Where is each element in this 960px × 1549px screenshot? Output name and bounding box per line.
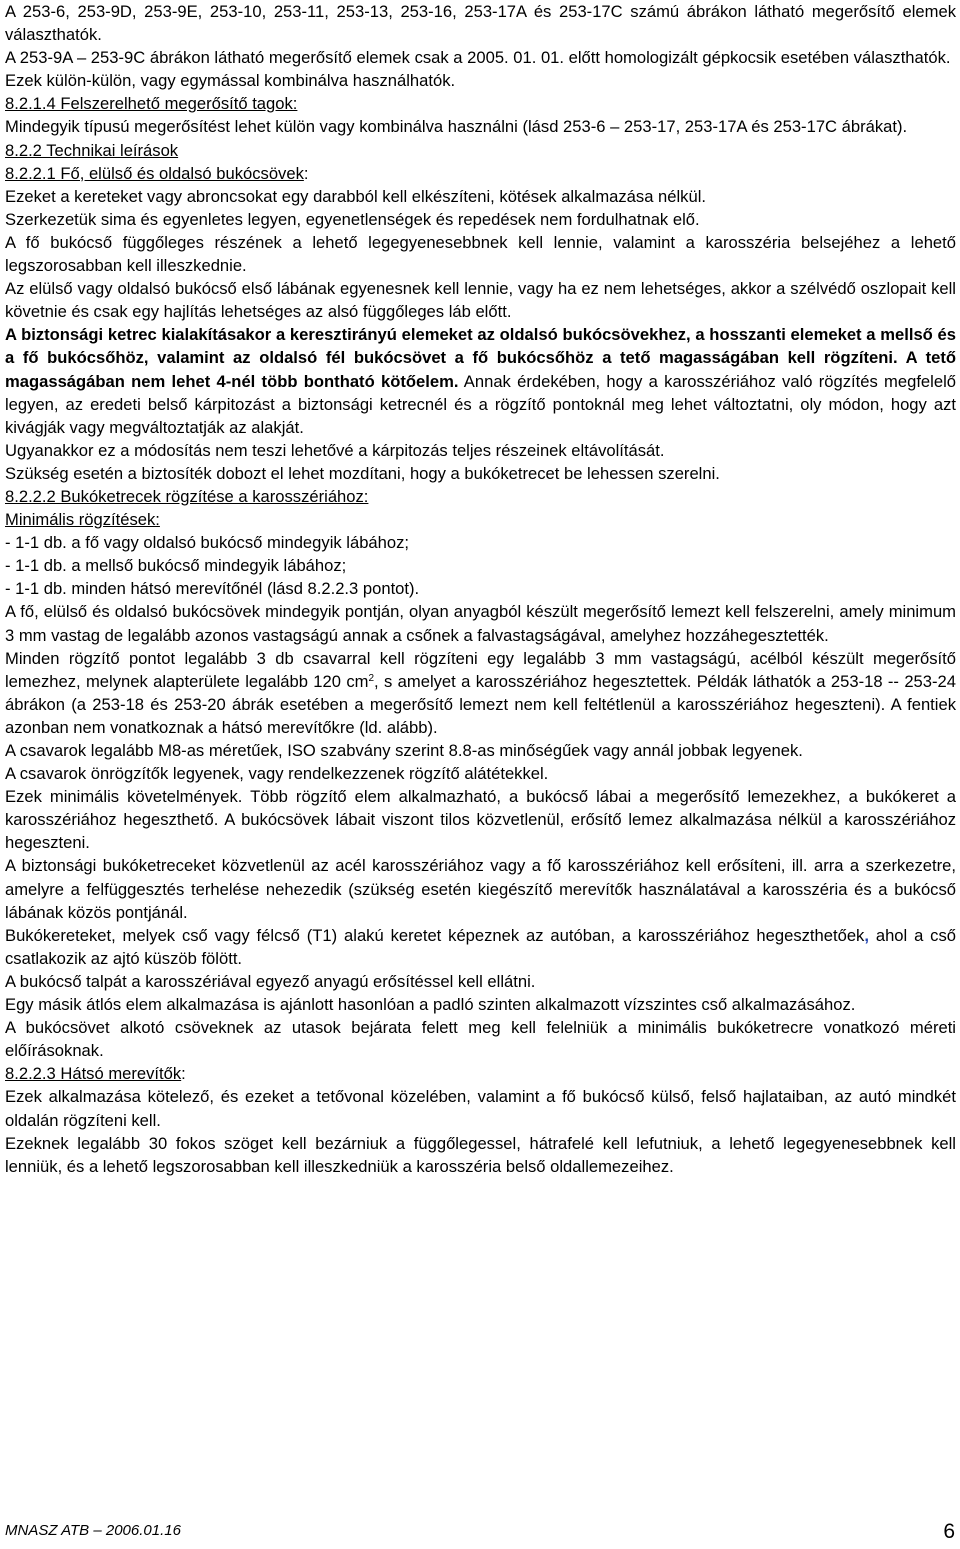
paragraph: A 253-9A – 253-9C ábrákon látható megerősítő elemek csak a 2005. 01. 01. előtt homologizált gépkocsik esetében választhatók. xyxy=(5,48,951,68)
section-heading xyxy=(5,485,956,508)
paragraph: A csavarok legalább M8-as méretűek, ISO szabvány szerint 8.8-as minőségűek vagy annál jobbak legyenek. xyxy=(5,741,803,760)
bold-text: A biztonsági ketrec kialakításakor a keresztirányú elemeket az oldalsó bukócsövekhez, a hosszanti elemeket a mellső és a fő bukócsőhöz, valamint az oldalsó fél bukócsövet a fő bukócsőhöz a tető magasságában kell rögzíteni. A tető magasságában nem lehet 4-nél több bontható kötőelem. xyxy=(5,325,956,391)
paragraph xyxy=(5,323,956,438)
paragraph: A fő bukócső függőleges részének a lehető legegyenesebbnek kell lennie, valamint a karosszéria belsejéhez a lehető legszorosabban kell illeszkednie. xyxy=(5,232,956,276)
paragraph: Ezeket a kereteket vagy abroncsokat egy darabból kell elkészíteni, kötések alkalmazása nélkül. xyxy=(5,186,707,206)
paragraph: Ezek alkalmazása kötelező, és ezeket a tetővonal közelében, valamint a fő bukócső külső, felső hajlataiban, az autó mindkét oldalán rögzíteni kell. xyxy=(5,1087,956,1130)
paragraph: Szerkezetük sima és egyenletes legyen, egyenetlenségek és repedések nem fordulhatnak elő. xyxy=(5,209,700,229)
paragraph: A bukócsövet alkotó csöveknek az utasok bejárata felett meg kell felelniük a minimális bukóketrecre vonatkozó méreti előírásoknak. xyxy=(5,1018,956,1061)
paragraph: A csavarok önrögzítők legyenek, vagy rendelkezzenek rögzítő alátétekkel. xyxy=(5,764,549,784)
paragraph: Mindegyik típusú megerősítést lehet külön vagy kombinálva használni (lásd 253-6 – 253-17, 253-17A és 253-17C ábrákat). xyxy=(5,117,908,137)
paragraph-text: ahol a cső csatlakozik az ajtó küszöb fölött. xyxy=(5,925,956,968)
section-heading xyxy=(5,139,956,162)
page-number: 6 xyxy=(943,1520,955,1543)
section-heading-text: 8.2.2.1 Fő, elülső és oldalsó bukócsövek xyxy=(5,163,304,183)
document-body xyxy=(5,0,956,1178)
paragraph-text: , s amelyet a karosszériához hegesztettek. Példák láthatók a 253-18 -- 253-24 ábrákon (a 253-18 és 253-20 ábrák esetében a megerősítő lemezt nem kell feltétlenül a karosszériához hegeszteni). A fentiek azonban nem vonatkoznak a hátsó merevítőkre (ld. alább). xyxy=(5,671,956,737)
paragraph: A fő, elülső és oldalsó bukócsövek mindegyik pontján, olyan anyagból készült megerősítő lemezt kell felszerelni, amely minimum 3 mm vastag de legalább azonos vastagságú annak a csőnek a falvastagságával, amelyhez hozzáhegesztették. xyxy=(5,602,956,645)
paragraph: Egy másik átlós elem alkalmazása is ajánlott hasonlóan a padló szinten alkalmazott vízszintes cső alkalmazásához. xyxy=(5,995,856,1015)
paragraph xyxy=(5,647,956,739)
comma-mark: , xyxy=(864,925,869,945)
paragraph: A bukócső talpát a karosszériával egyező anyagú erősítéssel kell ellátni. xyxy=(5,971,536,991)
subheading xyxy=(5,508,956,531)
paragraph: A biztonsági bukóketreceket közvetlenül az acél karosszériához vagy a fő karosszériához kell erősíteni, ill. arra a szerkezetre, amelyre a felfüggesztés terhelése nehezedik (szükség esetén kiegészítő merevítők használatával a karosszéria és a bukócső lábának közös pontjánál. xyxy=(5,856,956,922)
list-item: - 1-1 db. a mellső bukócső mindegyik lábához; xyxy=(5,556,347,576)
paragraph-text: Minden rögzítő pontot legalább 3 db csavarral kell rögzíteni egy legalább 3 mm vastagságú, acélból készült megerősítő lemezhez, melynek alapterülete legalább 120 cm xyxy=(5,648,956,691)
paragraph: Szükség esetén a biztosíték dobozt el lehet mozdítani, hogy a bukóketrecet be lehessen szerelni. xyxy=(5,463,720,483)
paragraph: Ezek minimális követelmények. Több rögzítő elem alkalmazható, a bukócső lábai a megerősítő lemezekhez, a bukókeret a karosszériához hegeszthető. A bukócsövek lábait viszont tilos közvetlenül, erősítő lemez alkalmazása nélkül a karosszériához hegeszteni. xyxy=(5,787,956,853)
heading-colon: : xyxy=(303,163,309,183)
paragraph-text: Annak érdekében, hogy a karosszériához való rögzítés megfelelő legyen, az eredeti belső kárpitozást a biztonsági ketrecnél és a rögzítő pontoknál meg lehet változtatni, oly módon, hogy azt kivágják vagy megváltoztatják az alakját. xyxy=(5,371,956,437)
list-item: - 1-1 db. a fő vagy oldalsó bukócső mindegyik lábához; xyxy=(5,533,410,553)
superscript: 2 xyxy=(368,672,375,684)
section-heading-text: 8.2.2 Technikai leírások xyxy=(5,140,179,160)
paragraph: Ugyanakkor ez a módosítás nem teszi lehetővé a kárpitozás teljes részeinek eltávolítását. xyxy=(5,440,665,460)
section-heading xyxy=(5,162,956,185)
section-heading-text: 8.2.1.4 Felszerelhető megerősítő tagok: xyxy=(5,94,298,114)
paragraph xyxy=(5,924,956,970)
paragraph: A 253-6, 253-9D, 253-9E, 253-10, 253-11, 253-13, 253-16, 253-17A és 253-17C számú ábrákon látható megerősítő elemek választhatók. xyxy=(5,2,956,45)
heading-colon: : xyxy=(181,1064,186,1084)
paragraph: Az elülső vagy oldalsó bukócső első lábának egyenesnek kell lennie, vagy ha ez nem lehetséges, akkor a szélvédő oszlopait kell követnie és csak egy hajlítás lehetséges az alsó függőleges láb előtt. xyxy=(5,279,956,322)
section-heading-text: 8.2.2.2 Bukóketrecek rögzítése a karosszériához: xyxy=(5,486,369,506)
section-heading xyxy=(5,92,956,115)
list-item: - 1-1 db. minden hátsó merevítőnél (lásd 8.2.2.3 pontot). xyxy=(5,579,420,599)
footer-document-id: MNASZ ATB – 2006.01.16 xyxy=(5,1522,181,1539)
paragraph-text: Bukókereteket, melyek cső vagy félcső (T1) alakú keretet képeznek az autóban, a karosszériához hegeszthetőek xyxy=(5,925,865,945)
paragraph: Ezek külön-külön, vagy egymással kombinálva használhatók. xyxy=(5,71,456,91)
paragraph: Ezeknek legalább 30 fokos szöget kell bezárniuk a függőlegessel, hátrafelé kell lefutniuk, a lehető legegyenesebbnek kell lenniük, és a lehető legszorosabban kell illeszkedniük a karosszéria belső oldallemezeihez. xyxy=(5,1133,956,1176)
section-heading xyxy=(5,1062,956,1085)
subheading-text: Minimális rögzítések: xyxy=(5,510,160,530)
section-heading-text: 8.2.2.3 Hátsó merevítők xyxy=(5,1064,182,1084)
